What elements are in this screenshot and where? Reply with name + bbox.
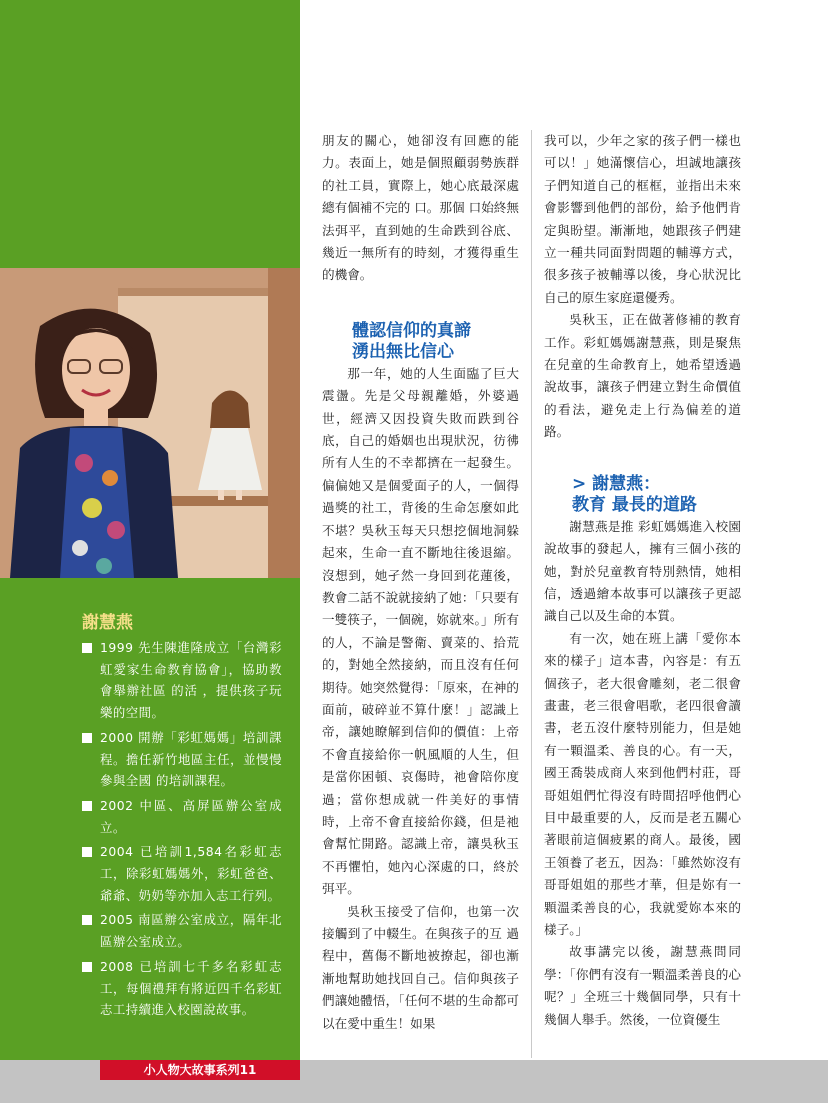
section-heading-education — [572, 474, 741, 516]
article-paragraph: 那一年，她的人生面臨了巨大震盪。先是父母親離婚，外婆過世，經濟又因投資失敗而跌到谷底，自己的婚姻也出現狀況，彷彿所有人生的不幸都擠在一起發生。偏偏她又是個愛面子的人，一個得過獎的社工，背後的生命怎麼如此不堪？吳秋玉每天只想挖個地洞躲起來，生命一直不斷地往後退縮。沒想到，她孑然一身回到花蓮後，教會二話不說就接納了她：「只要有一雙筷子，一個碗，妳就來。」所有的人，不論是警衛、賣菜的、拾荒的，對她全然接納，而且沒有任何期待。她突然覺得：「原來，在神的面前，破碎並不算什麼！」認識上帝，讓她瞭解到信仰的價值：上帝不會直接給你一帆風順的人生，但是當你困頓、哀傷時，祂會陪你度過；當你想成就一件美好的事情時，上帝不會直接給你錢，但是祂會幫忙開路。認識上帝，讓吳秋玉不再懼怕，她內心深處的口，終於弭平。 — [322, 365, 519, 897]
profile-sidebar — [82, 608, 282, 1024]
article-paragraph: 吳秋玉接受了信仰，也第一次接觸到了中輟生。在與孩子的互 過程中，舊傷不斷地被撩起，卻也漸漸地幫助她找回自己。信仰與孩子們讓她體悟，「任何不堪的生命都可以在愛中重生！如果 — [322, 903, 519, 1031]
section-heading-line: 湧出無比信心 — [352, 341, 454, 362]
article-column-2 — [544, 130, 741, 1031]
article-paragraph: 吳秋玉，正在做著修補的教育工作。彩虹媽媽謝慧燕，則是聚焦在兒童的生命教育上，她希望透過說故事，讓孩子們建立對生命價值的看法，避免走上行為偏差的道路。 — [544, 312, 741, 440]
portrait-photo — [0, 268, 300, 578]
timeline-item: 2002 中區、高屏區辦公室成立。 — [82, 795, 282, 838]
timeline-list — [82, 637, 282, 1021]
timeline-item: 2000 開辦「彩虹媽媽」培訓課程。擔任新竹地區主任，並慢慢參與全國 的培訓課程。 — [82, 727, 282, 792]
section-heading-faith — [352, 321, 519, 363]
article-paragraph: 有一次，她在班上講「愛你本來的樣子」這本書，內容是：有五個孩子，老大很會雕刻，老二很會畫畫，老三很會唱歌，老四很會讀書，老五沒什麼特別能力，但是她有一顆溫柔、善良的心。有一天，國王喬裝成商人來到他們村莊，哥哥姐姐們忙得沒有時間招呼他們心目中最重要的人，反而是老五關心著眼前這個疲累的商人。最後，國王領養了老五，因為：「雖然妳沒有哥哥姐姐的那些才華，但是妳有一顆溫柔善良的心，我就愛妳本來的樣子。」 — [544, 630, 741, 937]
article-column-1 — [322, 130, 519, 1035]
section-heading-line: > 謝慧燕： — [572, 473, 661, 494]
article-paragraph: 我可以，少年之家的孩子們一樣也可以！」她滿懷信心，坦誠地讓孩子們知道自己的框框，並指出未來會影響到他們的部份，給予他們肯定與盼望。漸漸地，她跟孩子們建立一種共同面對問題的輔導方式，很多孩子被輔導以後，身心狀況比自己的原生家庭還優秀。 — [544, 133, 741, 305]
column-divider — [531, 130, 532, 1058]
timeline-item: 2005 南區辦公室成立，隔年北區辦公室成立。 — [82, 909, 282, 952]
timeline-item: 2008 已培訓七千多名彩虹志工，每個禮拜有將近四千名彩虹志工持續進入校園說故事。 — [82, 956, 282, 1021]
series-label: 小人物大故事系列11 — [100, 1060, 300, 1080]
profile-name: 謝慧燕 — [82, 613, 133, 633]
section-heading-line: 教育 最長的道路 — [572, 494, 697, 515]
timeline-item: 2004 已培訓1,584名彩虹志工，除彩虹媽媽外，彩虹爸爸、爺爺、奶奶等亦加入志工行列。 — [82, 841, 282, 906]
article-paragraph: 朋友的關心，她卻沒有回應的能力。表面上，她是個照顧弱勢族群的社工員，實際上，她心底最深處總有個補不完的 口。那個 口始終無法弭平，直到她的生命跌到谷底、幾近一無所有的時刻，才獲得重生的機會。 — [322, 133, 519, 283]
timeline-item: 1999 先生陳進隆成立「台灣彩虹愛家生命教育協會」，協助教會舉辦社區 的活 ，提供孩子玩樂的空間。 — [82, 637, 282, 724]
article-paragraph: 故事講完以後，謝慧燕問同學：「你們有沒有一顆溫柔善良的心呢？」全班三十幾個同學，只有十幾個人舉手。然後，一位資優生 — [544, 944, 741, 1027]
section-heading-line: 體認信仰的真諦 — [352, 320, 471, 341]
article-paragraph: 謝慧燕是推 彩虹媽媽進入校園說故事的發起人，擁有三個小孩的她，對於兒童教育特別熱情，她相信，透過繪本故事可以讓孩子更認識自己以及生命的本質。 — [544, 518, 741, 624]
